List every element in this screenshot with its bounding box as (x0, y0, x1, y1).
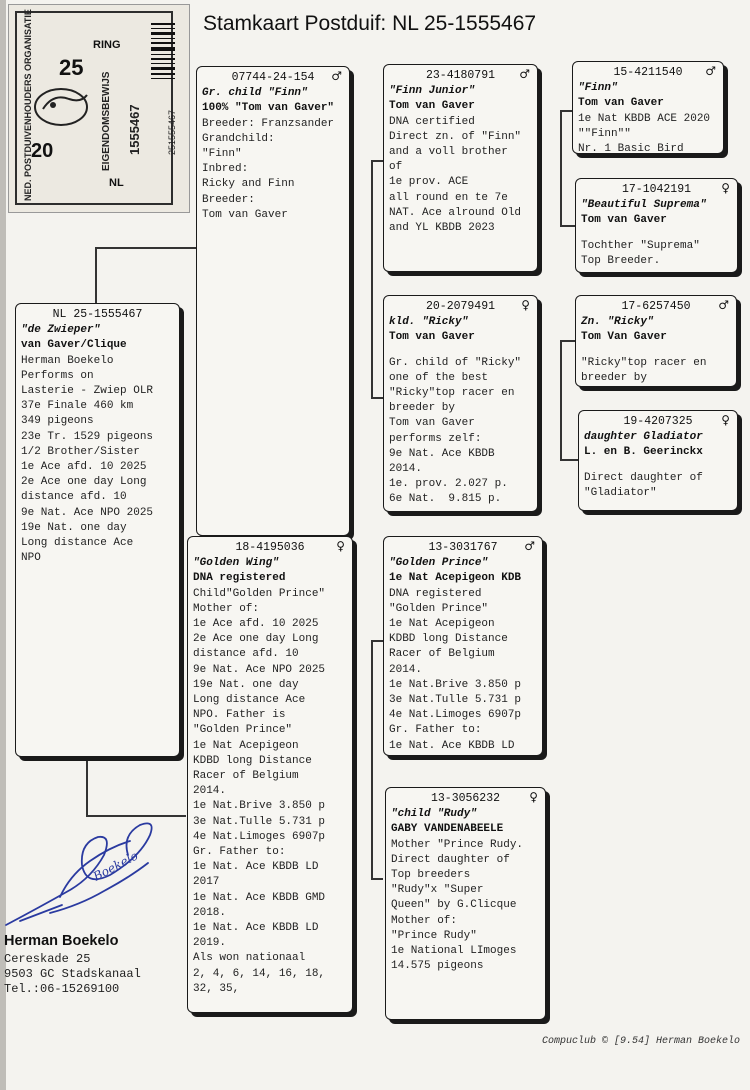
card-text-line: Grandchild: (202, 132, 275, 145)
card-text-line: 19e Nat. one day (21, 521, 127, 534)
bird-breeder: 100% "Tom van Gaver" (202, 102, 335, 115)
card-text-line: Breeder: (202, 193, 255, 206)
card-text-line: 4e Nat.Limoges 6907p (389, 709, 522, 722)
card-dam[interactable] (187, 536, 353, 1013)
male-icon: ♂ (718, 298, 729, 312)
ring-number-text: NL 25-1555467 (52, 308, 143, 321)
card-spacer (581, 229, 732, 239)
card-text-line: KDBD long Distance (389, 633, 508, 646)
card-text-line: 1e Nat KBDB ACE 2020 (578, 112, 711, 125)
connector (371, 397, 383, 399)
bird-name: kld. "Ricky" (389, 316, 469, 329)
connector (560, 340, 575, 342)
footer-credit: Compuclub © [9.54] Herman Boekelo (542, 1036, 741, 1047)
card-text-line: 1e National LImoges (391, 945, 517, 958)
card-text-line: 1e Nat.Brive 3.850 p (193, 800, 326, 813)
card-text-line: all round en te 7e (389, 191, 508, 204)
connector (560, 110, 562, 226)
card-text-line: 1e Ace afd. 10 2025 (193, 618, 319, 631)
ring-number-text: 23-4180791 (425, 69, 495, 82)
card-ring-number (581, 299, 731, 314)
card-text-line: 2e Ace one day Long (21, 476, 147, 489)
owner-address (4, 934, 141, 997)
card-text-line: 2e Ace one day Long (193, 633, 319, 646)
bird-breeder: Tom Van Gaver (581, 331, 667, 344)
connector (560, 459, 578, 461)
ring-number-text: 15-4211540 (613, 66, 683, 79)
card-ring-number (389, 540, 537, 555)
card-text-line: 9e Nat. Ace NPO 2025 (21, 506, 154, 519)
owner-phone: Tel.:06-15269100 (4, 982, 120, 996)
card-text-line: Inbred: (202, 163, 249, 176)
card-text-line: Top breeders (391, 869, 471, 882)
card-dam-sire[interactable] (383, 536, 543, 756)
card-sire-dam-sire[interactable] (575, 295, 737, 387)
card-text-line: "Golden Prince" (389, 602, 489, 615)
card-text-line: Tochther "Suprema" (581, 239, 700, 252)
card-text-line: KDBD long Distance (193, 754, 312, 767)
card-text-line: 2019. (193, 937, 227, 950)
card-text-line: distance afd. 10 (21, 491, 127, 504)
ring-series: 20 (31, 140, 54, 162)
card-text-line: Mother of: (193, 602, 260, 615)
card-ring-number (578, 65, 718, 80)
connector (371, 878, 383, 880)
bird-breeder: Tom van Gaver (389, 331, 475, 344)
card-text-line: Breeder: Franzsander (202, 117, 335, 130)
male-icon: ♂ (519, 67, 530, 81)
card-text-line: 37e Finale 460 km (21, 400, 134, 413)
card-text-line: 1e. prov. 2.027 p. (389, 478, 508, 491)
card-text-line: Nr. 1 Basic Bird (578, 143, 684, 154)
bird-name: Zn. "Ricky" (581, 316, 654, 329)
bird-breeder: 1e Nat Acepigeon KDB (389, 572, 522, 585)
card-text-line: Racer of Belgium (193, 770, 299, 783)
connector (560, 110, 572, 112)
card-text-line: 1e Nat. Ace KBDB GMD (193, 891, 326, 904)
card-text-line: performs zelf: (389, 432, 482, 445)
ring-number-text: 13-3056232 (430, 792, 500, 805)
ring-number-text: 17-1042191 (621, 183, 691, 196)
card-text-line: 1e Nat Acepigeon (389, 618, 495, 631)
card-text-line: and YL KBDB 2023 (389, 222, 495, 235)
male-icon: ♂ (331, 69, 342, 83)
card-text-line: DNA registered (389, 587, 482, 600)
female-icon: ♀ (521, 298, 530, 312)
male-icon: ♂ (524, 539, 535, 553)
bird-name: Gr. child "Finn" (202, 87, 308, 100)
card-text-line: 19e Nat. one day (193, 678, 299, 691)
card-text-line: 1e prov. ACE (389, 176, 469, 189)
card-text-line: 1e Nat Acepigeon (193, 739, 299, 752)
card-text-line: NPO (21, 552, 41, 565)
card-text-line: 349 pigeons (21, 415, 94, 428)
card-text-line: Direct zn. of "Finn" (389, 130, 522, 143)
owner-city: 9503 GC Stadskanaal (4, 967, 141, 981)
bird-name: "de Zwieper" (21, 324, 101, 337)
card-sire-dam-dam[interactable] (578, 410, 738, 511)
card-text-line: 1e Ace afd. 10 2025 (21, 461, 147, 474)
owner-street: Cereskade 25 (4, 952, 91, 966)
card-text-line: one of the best (389, 371, 489, 384)
card-text-line: Top Breeder. (581, 254, 661, 267)
bird-name: "Finn" (578, 82, 618, 95)
signature-name: Boekelo (90, 848, 141, 884)
card-text-line: 32, 35, (193, 982, 240, 995)
bird-name: "child "Rudy" (391, 808, 477, 821)
bird-breeder: Tom van Gaver (389, 100, 475, 113)
card-text-line: "Rudy"x "Super (391, 884, 484, 897)
card-text-line: Gr. Father to: (389, 724, 482, 737)
ring-year: 25 (59, 55, 84, 80)
card-text-line: 2, 4, 6, 14, 16, 18, (193, 967, 326, 980)
bird-name: daughter Gladiator (584, 431, 703, 444)
ring-eigendomsbewijs: EIGENDOMSBEWIJS (101, 71, 112, 171)
card-text-line: 1e Nat. Ace KBDB LD (193, 922, 319, 935)
card-ring-number (202, 70, 344, 85)
card-subject[interactable] (15, 303, 180, 757)
card-text-line: "Golden Prince" (193, 724, 293, 737)
ring-organisation: NED. POSTDUIVENHOUDERS ORGANISATIE (23, 9, 33, 201)
connector (95, 247, 196, 249)
card-text-line: 9e Nat. Ace NPO 2025 (193, 663, 326, 676)
card-text-line: NPO. Father is (193, 709, 286, 722)
card-text-line: 3e Nat.Tulle 5.731 p (389, 694, 522, 707)
card-ring-number (193, 540, 347, 555)
card-text-line: Tom van Gaver (389, 417, 475, 430)
card-text-line: Direct daughter of (391, 853, 510, 866)
card-text-line: "Ricky"top racer en (581, 356, 707, 369)
card-text-line: 14.575 pigeons (391, 960, 484, 973)
connector (371, 160, 383, 162)
card-ring-number (389, 299, 532, 314)
ring-number-text: 13-3031767 (428, 541, 498, 554)
card-ring-number (389, 68, 532, 83)
card-text-line: Tom van Gaver (202, 208, 288, 221)
card-text-line: ""Finn"" (578, 127, 631, 140)
bird-breeder: L. en B. Geerinckx (584, 446, 703, 459)
card-text-line: "Gladiator" (584, 486, 657, 499)
card-spacer (581, 346, 731, 356)
card-text-line: NAT. Ace alround Old (389, 206, 522, 219)
card-text-line: Ricky and Finn (202, 178, 295, 191)
card-text-line: Long distance Ace (21, 537, 134, 550)
card-text-line: Herman Boekelo (21, 354, 114, 367)
connector (371, 640, 383, 642)
ring-country: NL (109, 177, 124, 189)
page-title: Stamkaart Postduif: NL 25-1555467 (203, 12, 537, 35)
card-text-line: 2017 (193, 876, 220, 889)
card-ring-number (581, 182, 732, 197)
ring-label-sticker (8, 4, 190, 213)
connector (560, 340, 562, 460)
card-text-line: "Finn" (202, 148, 242, 161)
card-text-line: breeder by (389, 402, 456, 415)
signature-scribble (0, 795, 175, 935)
ring-number-text: 19-4207325 (623, 415, 693, 428)
card-spacer (584, 461, 732, 471)
card-text-line: Gr. Father to: (193, 846, 286, 859)
card-ring-number (21, 307, 174, 322)
card-text-line: 2014. (193, 785, 227, 798)
connector (371, 160, 373, 398)
owner-name: Herman Boekelo (4, 933, 119, 949)
card-spacer (389, 346, 532, 356)
card-text-line: of (389, 161, 403, 174)
card-text-line: 4e Nat.Limoges 6907p (193, 830, 326, 843)
card-text-line: 2014. (389, 663, 423, 676)
card-text-line: distance afd. 10 (193, 648, 299, 661)
card-text-line: Als won nationaal (193, 952, 306, 965)
bird-breeder: Tom van Gaver (578, 97, 664, 110)
card-sire-sire-dam[interactable] (575, 178, 738, 273)
connector (371, 640, 373, 880)
bird-breeder: van Gaver/Clique (21, 339, 127, 352)
connector (560, 225, 575, 227)
female-icon: ♀ (721, 181, 730, 195)
card-text-line: Racer of Belgium (389, 648, 495, 661)
card-text-line: 1/2 Brother/Sister (21, 445, 140, 458)
card-text-line: 23e Tr. 1529 pigeons (21, 430, 154, 443)
card-text-line: 1e Nat. Ace KBDB LD (389, 739, 515, 752)
card-sire-sire[interactable] (383, 64, 538, 272)
card-text-line: and a voll brother (389, 146, 508, 159)
card-text-line: Queen" by G.Clicque (391, 899, 517, 912)
ring-number-text: 07744-24-154 (231, 71, 315, 84)
bird-name: "Golden Wing" (193, 557, 279, 570)
bird-name: "Golden Prince" (389, 557, 489, 570)
card-text-line: 9e Nat. Ace KBDB (389, 447, 495, 460)
female-icon: ♀ (721, 413, 730, 427)
card-text-line: Mother "Prince Rudy. (391, 838, 524, 851)
bird-breeder: Tom van Gaver (581, 214, 667, 227)
card-ring-number (391, 791, 540, 806)
ring-number: 1555467 (127, 104, 142, 155)
bird-name: "Finn Junior" (389, 85, 475, 98)
card-sire-dam[interactable] (383, 295, 538, 512)
card-ring-number (584, 414, 732, 429)
card-text-line: 2018. (193, 906, 227, 919)
card-text-line: 3e Nat.Tulle 5.731 p (193, 815, 326, 828)
male-icon: ♂ (705, 64, 716, 78)
card-text-line: 2014. (389, 463, 423, 476)
card-sire-sire-sire[interactable] (572, 61, 724, 154)
female-icon: ♀ (336, 539, 345, 553)
female-icon: ♀ (529, 790, 538, 804)
card-text-line: DNA certified (389, 115, 475, 128)
card-text-line: Gr. child of "Ricky" (389, 356, 522, 369)
bird-breeder: DNA registered (193, 572, 286, 585)
bird-name: "Beautiful Suprema" (581, 199, 707, 212)
bird-breeder: GABY VANDENABEELE (391, 823, 504, 836)
connector (95, 247, 97, 304)
card-text-line: Long distance Ace (193, 694, 306, 707)
barcode-number: 251555467 (167, 109, 177, 155)
card-text-line: 6e Nat. 9.815 p. (389, 493, 502, 506)
card-text-line: breeder by (581, 371, 648, 384)
card-sire[interactable] (196, 66, 350, 536)
card-dam-dam[interactable] (385, 787, 546, 1020)
card-text-line: Child"Golden Prince" (193, 587, 326, 600)
ring-number-text: 18-4195036 (235, 541, 305, 554)
card-text-line: 1e Nat. Ace KBDB LD (193, 861, 319, 874)
card-text-line: "Prince Rudy" (391, 929, 477, 942)
pigeon-emblem-icon (23, 75, 103, 135)
ring-number-text: 17-6257450 (621, 300, 691, 313)
card-text-line: Mother of: (391, 914, 458, 927)
ring-number-text: 20-2079491 (425, 300, 495, 313)
card-text-line: Direct daughter of (584, 471, 703, 484)
card-text-line: Performs on (21, 369, 94, 382)
ring-text: RING (93, 39, 121, 51)
card-text-line: 1e Nat.Brive 3.850 p (389, 678, 522, 691)
card-text-line: Lasterie - Zwiep OLR (21, 385, 154, 398)
card-text-line: "Ricky"top racer en (389, 387, 515, 400)
